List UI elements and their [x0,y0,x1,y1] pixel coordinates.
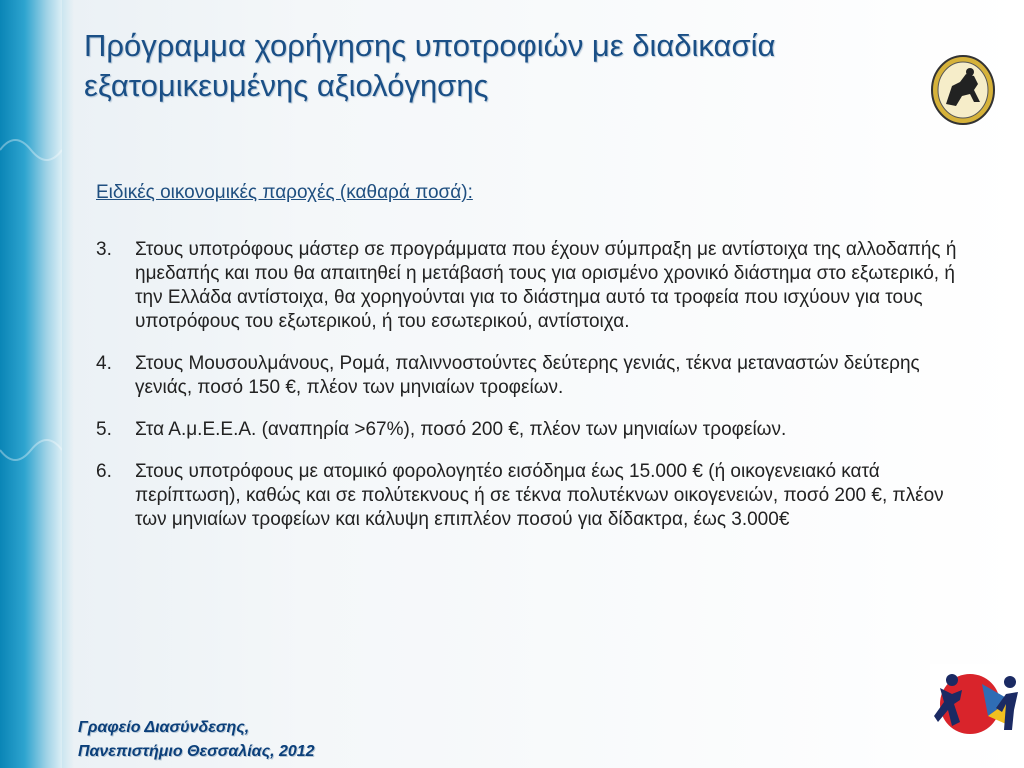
title-line-1: Πρόγραμμα χορήγησης υποτροφιών με διαδικασία [84,28,776,63]
list-item [94,460,974,532]
university-seal-icon [930,54,996,126]
footer-line-1: Γραφείο Διασύνδεσης, [78,719,250,736]
item-number: 5. [96,419,112,440]
liaison-office-logo-icon [930,664,1022,750]
section-subheading: Ειδικές οικονομικές παροχές (καθαρά ποσά): [96,182,473,203]
item-text: Στους υποτρόφους μάστερ σε προγράμματα που έχουν σύμπραξη με αντίστοιχα της αλλοδαπής ή ημεδαπής και που θα απαιτηθεί η μετάβασή τους για ορισμένο χρονικό διάστημα στο εξωτερικό, ή την Ελλάδα αντίστοιχα, θα χορηγούνται για το διάστημα αυτό τα τροφεία που ισχύουν για τους υποτρόφους του εξωτερικού, ή του εσωτερικού, αντίστοιχα. [135,239,957,332]
wave-decoration [0,120,62,180]
footer-credit [78,716,315,764]
slide-title [84,26,904,106]
item-text: Στους Μουσουλμάνους, Ρομά, παλιννοστούντες δεύτερης γενιάς, τέκνα μεταναστών δεύτερης γενιάς, ποσό 150 €, πλέον των μηνιαίων τροφείων. [135,353,920,398]
wave-decoration [0,420,62,480]
list-item [94,238,974,334]
list-item [94,352,974,400]
list-item [94,418,974,442]
benefits-list [94,238,974,550]
left-decorative-band [0,0,62,768]
title-line-2: εξατομικευμένης αξιολόγησης [84,68,489,103]
item-text: Στα Α.μ.Ε.Ε.Α. (αναπηρία >67%), ποσό 200 €, πλέον των μηνιαίων τροφείων. [135,419,787,440]
footer-line-2: Πανεπιστήμιο Θεσσαλίας, 2012 [78,743,315,760]
item-number: 3. [96,239,112,260]
item-number: 4. [96,353,112,374]
item-number: 6. [96,461,112,482]
item-text: Στους υποτρόφους με ατομικό φορολογητέο εισόδημα έως 15.000 € (ή οικογενειακό κατά περίπτωση), καθώς και σε πολύτεκνους ή σε τέκνα πολυτέκνων οικογενειών, ποσό 200 €, πλέον των μηνιαίων τροφείων και κάλυψη επιπλέον ποσού για δίδακτρα, έως 3.000€ [135,461,944,530]
